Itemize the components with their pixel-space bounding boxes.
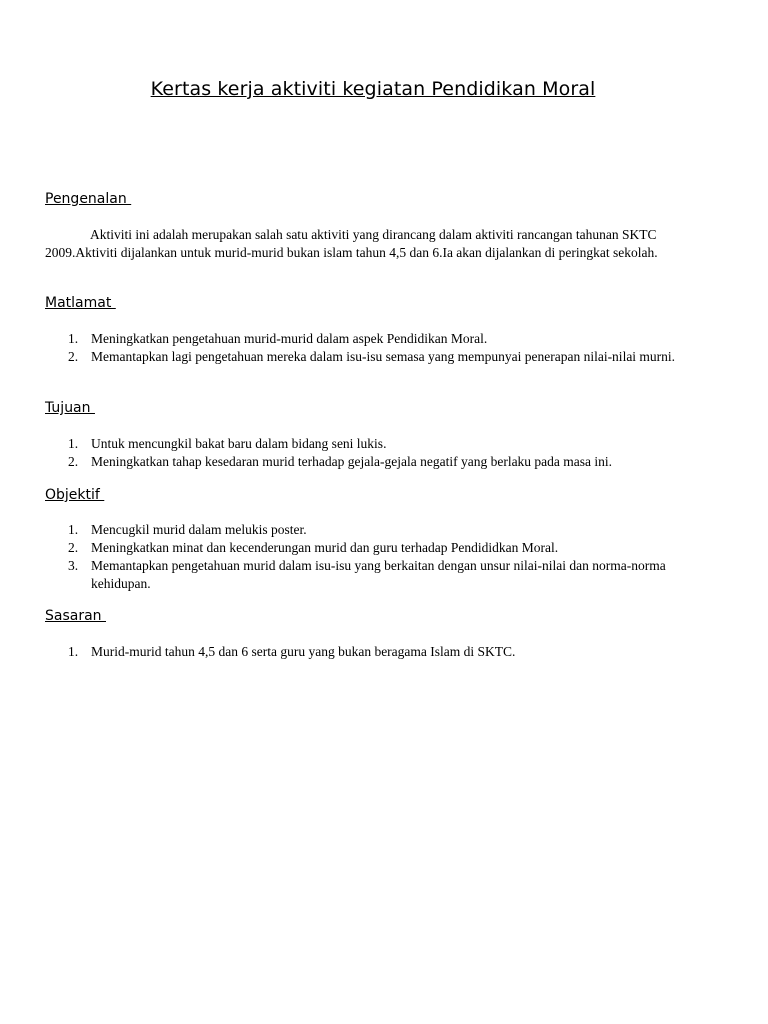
heading-objektif: Objektif [45, 487, 105, 503]
list-item-text: Mencugkil murid dalam melukis poster. [91, 522, 307, 537]
list-item-text: Memantapkan lagi pengetahuan mereka dalam isu-isu semasa yang mempunyai penerapan nilai-nilai murni. [91, 349, 676, 364]
list-item-number: 2. [68, 349, 79, 364]
heading-sasaran: Sasaran [45, 608, 106, 624]
list-item [45, 643, 705, 661]
pengenalan-paragraph: Aktiviti ini adalah merupakan salah satu aktiviti yang dirancang dalam aktiviti rancangan tahunan SKTC 2009.Aktiviti dijalankan untuk murid-murid bukan islam tahun 4,5 dan 6.Ia akan dijalankan di peringkat sekolah. [45, 227, 658, 260]
sasaran-list [45, 643, 705, 661]
list-item-number: 2. [68, 454, 79, 469]
list-item-number: 1. [68, 436, 79, 451]
tujuan-list [45, 435, 705, 471]
list-item [45, 348, 705, 366]
matlamat-list [45, 330, 705, 366]
list-item-number: 2. [68, 540, 79, 555]
list-item-number: 3. [68, 558, 79, 573]
list-item-text: Meningkatkan tahap kesedaran murid terhadap gejala-gejala negatif yang berlaku pada masa ini. [91, 454, 613, 469]
objektif-list [45, 521, 705, 593]
list-item [45, 557, 705, 593]
document-title: Kertas kerja aktiviti kegiatan Pendidikan Moral [150, 78, 596, 100]
list-item-text: Meningkatkan pengetahuan murid-murid dalam aspek Pendidikan Moral. [91, 331, 488, 346]
list-item-text: Murid-murid tahun 4,5 dan 6 serta guru yang bukan beragama Islam di SKTC. [91, 644, 516, 659]
list-item-number: 1. [68, 331, 79, 346]
heading-tujuan: Tujuan [45, 400, 95, 416]
list-item-text: Memantapkan pengetahuan murid dalam isu-isu yang berkaitan dengan unsur nilai-nilai dan norma-norma kehidupan. [91, 558, 666, 591]
list-item-number: 1. [68, 644, 79, 659]
list-item [45, 435, 705, 453]
list-item-text: Untuk mencungkil bakat baru dalam bidang seni lukis. [91, 436, 387, 451]
list-item [45, 453, 705, 471]
heading-matlamat: Matlamat [45, 295, 116, 311]
list-item [45, 330, 705, 348]
list-item-text: Meningkatkan minat dan kecenderungan murid dan guru terhadap Pendididkan Moral. [91, 540, 559, 555]
list-item-number: 1. [68, 522, 79, 537]
heading-pengenalan: Pengenalan [45, 191, 132, 207]
list-item [45, 539, 705, 557]
list-item [45, 521, 705, 539]
